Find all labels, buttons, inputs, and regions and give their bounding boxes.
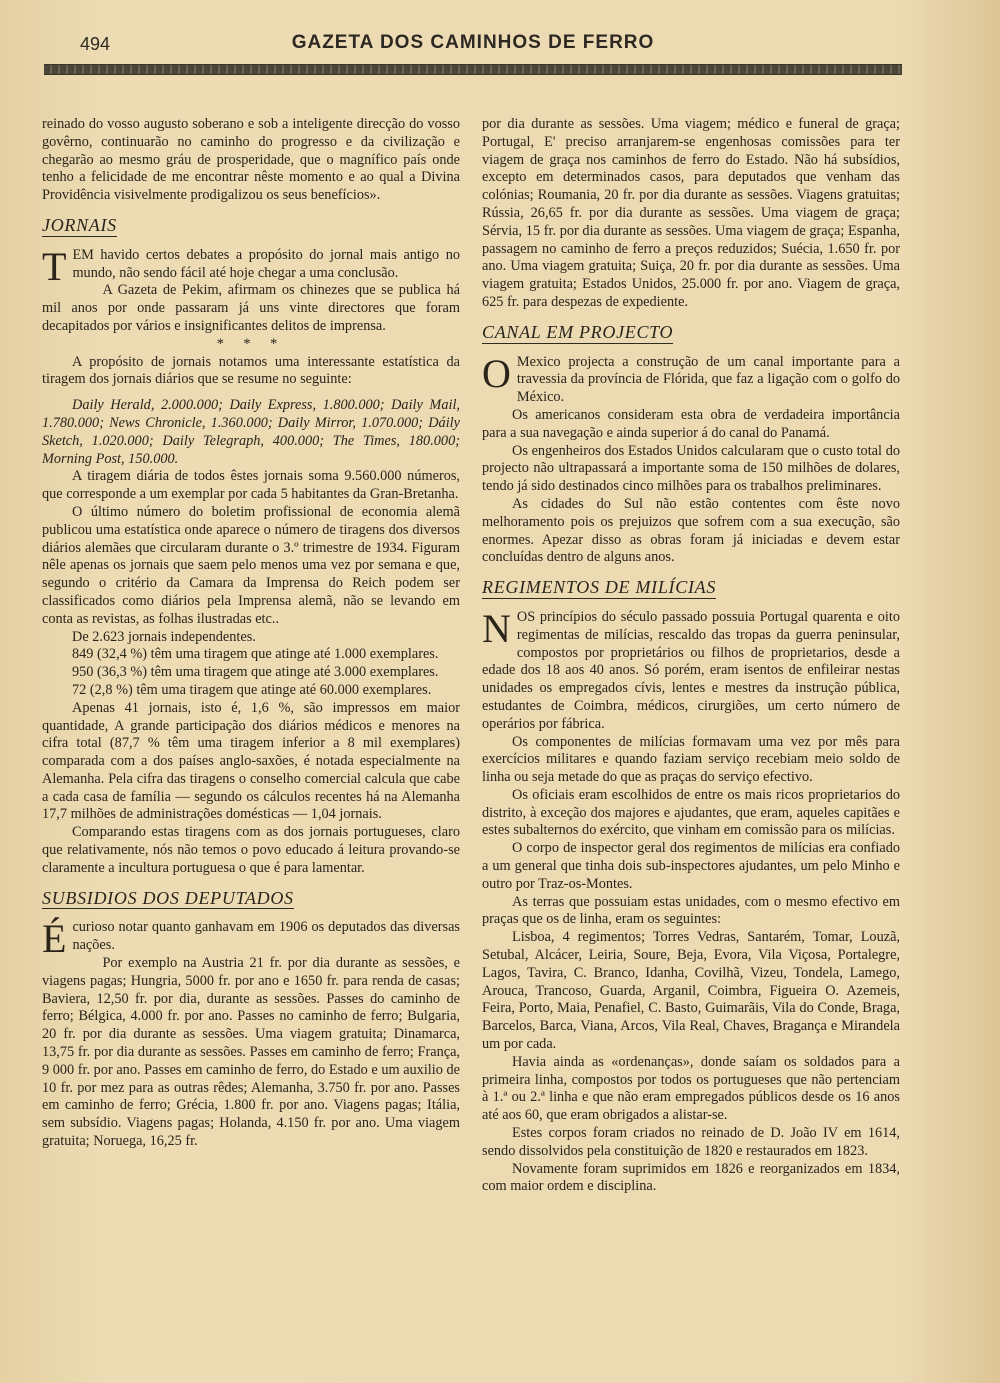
jornais-paragraph-9: 950 (36,3 %) têm uma tiragem que atinge até 3.000 exemplares. (72, 664, 439, 681)
regimentos-paragraph-9: Novamente foram suprimidos em 1826 e reorganizados em 1834, com maior ordem e disciplina. (482, 1160, 900, 1195)
section-title-subsidios: SUBSIDIOS DOS DEPUTADOS (42, 887, 294, 908)
jornais-paragraph-8: 849 (32,4 %) têm uma tiragem que atinge até 1.000 exemplares. (72, 646, 439, 663)
canal-paragraph-2: Os americanos consideram esta obra de verdadeira importância para a sua navegação e ainda superior á do canal do Panamá. (482, 406, 900, 441)
jornais-paragraph-3: A propósito de jornais notamos uma interessante estatística da tiragem dos jornais diários que se resume no seguinte: (42, 353, 460, 388)
regimentos-paragraph-6: Lisboa, 4 regimentos; Torres Vedras, Santarém, Tomar, Louzã, Setubal, Alcácer, Leiria, Soure, Beja, Evora, Vila Viçosa, Portalegre, Lagos, Tavira, C. Branco, Idanha, Covilhã, Vizeu, Tondela, Lamego, Arouca, Trancoso, Guarda, Arganil, Coimbra, Figueira O. Azemeis, Feira, Porto, Maia, Penafiel, C. Basto, Guimarãis, Vila do Conde, Braga, Barcelos, Barca, Viana, Arcos, Vila Real, Chaves, Bragança e Mirandela um por cada. (482, 929, 900, 1053)
section-separator: * * * (216, 335, 286, 352)
subsidios-text-1: curioso notar quanto ganhavam em 1906 os deputados das diversas nações. (72, 919, 460, 954)
canal-paragraph-3: Os engenheiros dos Estados Unidos calcularam que o custo total do projecto não ultrapassará a importante soma de 150 milhões de dolares, tendo já sido destinados cinco milhões para os trabalhos preliminares. (482, 442, 900, 495)
subsidios-paragraph-1 (42, 916, 460, 962)
jornais-text-1: EM havido certos debates a propósito do jornal mais antigo no mundo, não sendo fácil até hoje chegar a uma conclusão. (72, 246, 460, 281)
regimentos-paragraph-7: Havia ainda as «ordenanças», donde saíam os soldados para a primeira linha, compostos por todos os portugueses que não pertenciam à 1.ª ou 2.ª linha e que não eram empregados públicos desde os 16 anos até aos 60, que eram obrigados a alistar-se. (482, 1053, 900, 1124)
jornais-paragraph-12: Comparando estas tiragens com as dos jornais portugueses, claro que relativamente, nós não temos o povo educado á leitura provando-se claramente a incultura portuguesa o que é para lamentar. (42, 824, 460, 876)
section-title-jornais: JORNAIS (42, 214, 117, 235)
page-header (44, 28, 902, 56)
dropcap: É (42, 916, 67, 962)
regimentos-paragraph-5: As terras que possuiam estas unidades, com o mesmo efectivo em praças que os de linha, eram os seguintes: (482, 893, 900, 928)
regimentos-text-1: OS princípios do século passado possuia Portugal quarenta e oito regimentas de milícias, rescaldo das tropas da guerra peninsular, compostos por proprietários ou filhos de proprietarios, desde a edade dos 18 aos 40 anos. Só porém, eram isentos de enfileirar nestas unidades os empregados cívis, lentes e mestres da instrução pública, estudantes de Coimbra, médicos, cirurgiões, um certo número de operários por fábrica. (482, 608, 900, 732)
canal-text-1: Mexico projecta a construção de um canal importante para a travessia da província de Flórida, que faz a ligação com o golfo do México. (516, 353, 900, 406)
dropcap: O (482, 350, 511, 396)
jornais-paragraph-7: De 2.623 jornais independentes. (72, 628, 256, 645)
jornais-paragraph-6: O último número do boletim profissional de economia alemã publicou uma estatística onde aparece o número de tiragens dos diversos diários alemães que circularam durante o 3.º trimestre de 1934. Figuram nêle apenas os jornais que saem pelo menos uma vez por semana e que, segundo o critério da Camara da Imprensa do Reich podem ser classificados como diários pela Imprensa alemã, não se levando em conta as revistas, as folhas ilustradas etc.. (42, 503, 460, 627)
canal-paragraph-1 (482, 350, 900, 407)
header-rule (44, 64, 902, 75)
regimentos-paragraph-2: Os componentes de milícias formavam uma vez por mês para exercícios militares e quando faziam serviço recebiam meio soldo de linha ou seja metade do que as praças do serviço efectivo. (482, 733, 900, 786)
canal-paragraph-4: As cidades do Sul não estão contentes com êste novo melhoramento pois os prejuizos que sofrem com a sua execução, são enormes. Apezar disso as obras foram já iniciadas e devem estar concluídas dentro de alguns anos. (482, 495, 900, 566)
jornais-circulation-list: Daily Herald, 2.000.000; Daily Express, 1.800.000; Daily Mail, 1.780.000; News Chronicle, 1.360.000; Daily Mirror, 1.070.000; Dáily Sketch, 1.020.000; Daily Telegraph, 400.000; The Times, 180.000; Morning Post, 150.000. (42, 397, 460, 467)
jornais-paragraph-2: A Gazeta de Pekim, afirmam os chinezes que se publica há mil anos por onde passaram já uns vinte directores que foram decapitados por vários e insignificantes delitos de imprensa. (42, 282, 460, 334)
dropcap: T (42, 243, 67, 289)
regimentos-paragraph-3: Os oficiais eram escolhidos de entre os mais ricos proprietarios do distrito, à exceção dos majores e ajudantes, que eram, aqueles capitães e estes subalternos do exército, que vinham em comissão para os milícias. (482, 786, 900, 839)
section-title-canal: CANAL EM PROJECTO (482, 321, 674, 342)
regimentos-paragraph-8: Estes corpos foram criados no reinado de D. João IV em 1614, sendo dissolvidos pela constituição de 1820 e restaurados em 1823. (482, 1125, 900, 1159)
subsidios-paragraph-2: Por exemplo na Austria 21 fr. por dia durante as sessões, e viagens pagas; Hungria, 5000 fr. por ano e 1650 fr. para renda de casas; Baviera, 12,50 fr. por dia, durante as sessões. Passes do caminho de ferro; Bélgica, 4.000 fr. por ano. Passes no caminho de ferro; Bulgaria, 20 fr. por dia durante as sessões. Uma viagem gratuita; Dinamarca, 13,75 fr. por dia durante as sessões. Passes em caminho de ferro; França, 9 000 fr. por ano. Passes em caminho de ferro, do Estado e um auxilio de 10 fr. por mez para as outras rêdes; Alemanha, 3.750 fr. por ano. Passes em caminho de ferro; Grécia, 1.800 fr. por ano. Viagens pagas; Itália, sem subsídio. Viagens pagas; Holanda, 4.150 fr. por ano. Uma viagem gratuita; Noruega, 16,25 fr. (42, 955, 460, 1150)
jornais-paragraph-11: Apenas 41 jornais, isto é, 1,6 %, são impressos em maior quantidade, A grande participação dos diários médicos e menores na cifra total (87,7 % têm uma tiragem inferior a 8 mil exemplares) comparada com a dos países anglo-saxões, é notada especialmente na Alemanha. Pela cifra das tiragens o conselho comercial calcula que cabe a cada casa de família — segundo os cálculos recentes há na Alemanha 17,7 milhões de administrações domésticas — 1,04 jornais. (42, 699, 460, 823)
jornais-paragraph-10: 72 (2,8 %) têm uma tiragem que atinge até 60.000 exemplares. (72, 681, 432, 698)
jornais-paragraph-1 (42, 243, 460, 289)
section-title-regimentos: REGIMENTOS DE MILÍCIAS (482, 577, 717, 598)
left-column (42, 116, 460, 1151)
page-number: 494 (80, 34, 111, 54)
regimentos-paragraph-1 (482, 605, 900, 734)
dropcap: N (482, 605, 511, 651)
right-column (482, 116, 900, 1196)
journal-title: GAZETA DOS CAMINHOS DE FERRO (291, 32, 655, 53)
intro-paragraph: reinado do vosso augusto soberano e sob a inteligente direcção do vosso govêrno, continuarão no caminho do progresso e da civilização e chegarão ao mesmo gráu de prosperidade, que o magnífico país onde tenho a felicidade de me encontrar nêste momento e ao qual a Divina Providência visivelmente prodigalizou os seus benefícios». (42, 116, 460, 204)
regimentos-paragraph-4: O corpo de inspector geral dos regimentos de milícias era confiado a um general que tinha dois sub-inspectores ajudantes, um pelo Minho e outro por Traz-os-Montes. (482, 840, 900, 892)
jornais-paragraph-5: A tiragem diária de todos êstes jornais soma 9.560.000 números, que corresponde a um exemplar por cada 5 habitantes da Gran-Bretanha. (42, 468, 460, 503)
subsidios-continuation: por dia durante as sessões. Uma viagem; médico e funeral de graça; Portugal, E' preciso arranjarem-se engenhosas comissões para ter viagem de graça nos caminhos de ferro do Estado. Não há subsídios, excepto em determinados casos, para deputados que venham das colónias; Roumania, 20 fr. por dia durante as sessões. Viagens gratuitas; Rússia, 26,65 fr. por dia durante as sessões. Uma viagem de graça; Sérvia, 15 fr. por dia durante as sessões. Uma viagem de graça; Espanha, passagem no caminho de ferro a preços reduzidos; Suécia, 1.650 fr. por ano. Uma viagem gratuita; Suiça, 20 fr. por dia durante as sessões. Uma viagem gratuita; Estados Unidos, 25.000 fr. por ano. Viagem de graça, 625 fr. para despezas de expediente. (482, 116, 900, 310)
